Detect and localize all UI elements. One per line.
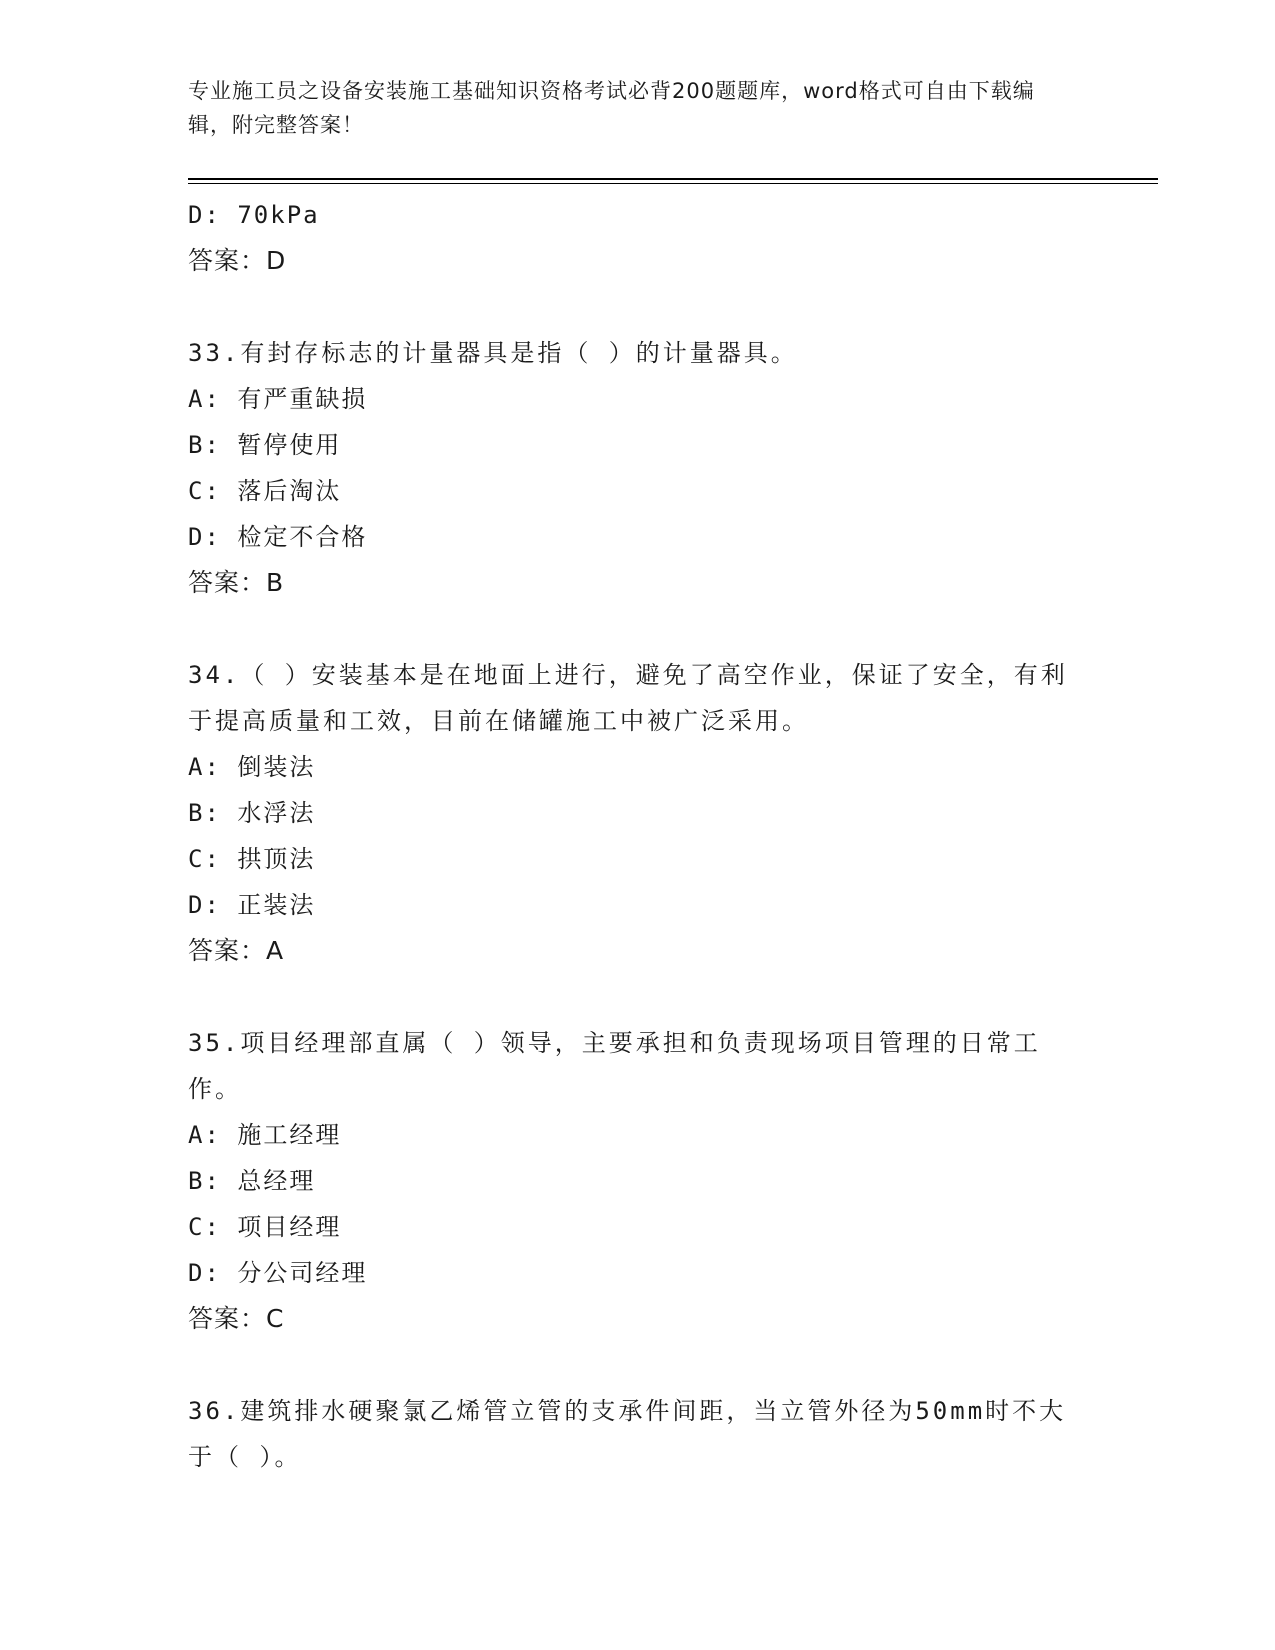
option-b: B: 暂停使用: [188, 431, 342, 459]
question-list: [188, 192, 1068, 1480]
question-36-text: 36.建筑排水硬聚氯乙烯管立管的支承件间距，当立管外径为50mm时不大于（ ）。: [188, 1397, 1067, 1471]
answer: 答案：C: [188, 1304, 285, 1333]
answer: 答案：B: [188, 568, 285, 597]
spacer: [188, 974, 1068, 1020]
option-a: A: 有严重缺损: [188, 385, 368, 413]
option-c: C: 项目经理: [188, 1213, 342, 1241]
option-c: C: 落后淘汰: [188, 477, 342, 505]
option-b: B: 总经理: [188, 1167, 316, 1195]
answer: 答案：A: [188, 936, 285, 965]
option-d: D: 检定不合格: [188, 523, 368, 551]
option-b: B: 水浮法: [188, 799, 316, 827]
option-d: D: 分公司经理: [188, 1259, 368, 1287]
question-33-text: 33.有封存标志的计量器具是指（ ）的计量器具。: [188, 339, 798, 367]
option-c: C: 拱顶法: [188, 845, 316, 873]
header-rule-thin: [188, 183, 1158, 184]
option-a: A: 施工经理: [188, 1121, 342, 1149]
option-d: D: 70kPa: [188, 201, 320, 229]
spacer: [188, 1342, 1068, 1388]
header-rule-thick: [188, 178, 1158, 180]
answer: 答案：D: [188, 246, 287, 275]
page-header: 专业施工员之设备安装施工基础知识资格考试必背200题题库，word格式可自由下载编辑，附完整答案！: [188, 79, 1035, 137]
option-d: D: 正装法: [188, 891, 316, 919]
spacer: [188, 606, 1068, 652]
question-34-text: 34.（ ）安装基本是在地面上进行，避免了高空作业，保证了安全，有利于提高质量和工效，目前在储罐施工中被广泛采用。: [188, 661, 1068, 735]
spacer: [188, 284, 1068, 330]
question-35-text: 35.项目经理部直属（ ）领导，主要承担和负责现场项目管理的日常工作。: [188, 1029, 1041, 1103]
option-a: A: 倒装法: [188, 753, 316, 781]
